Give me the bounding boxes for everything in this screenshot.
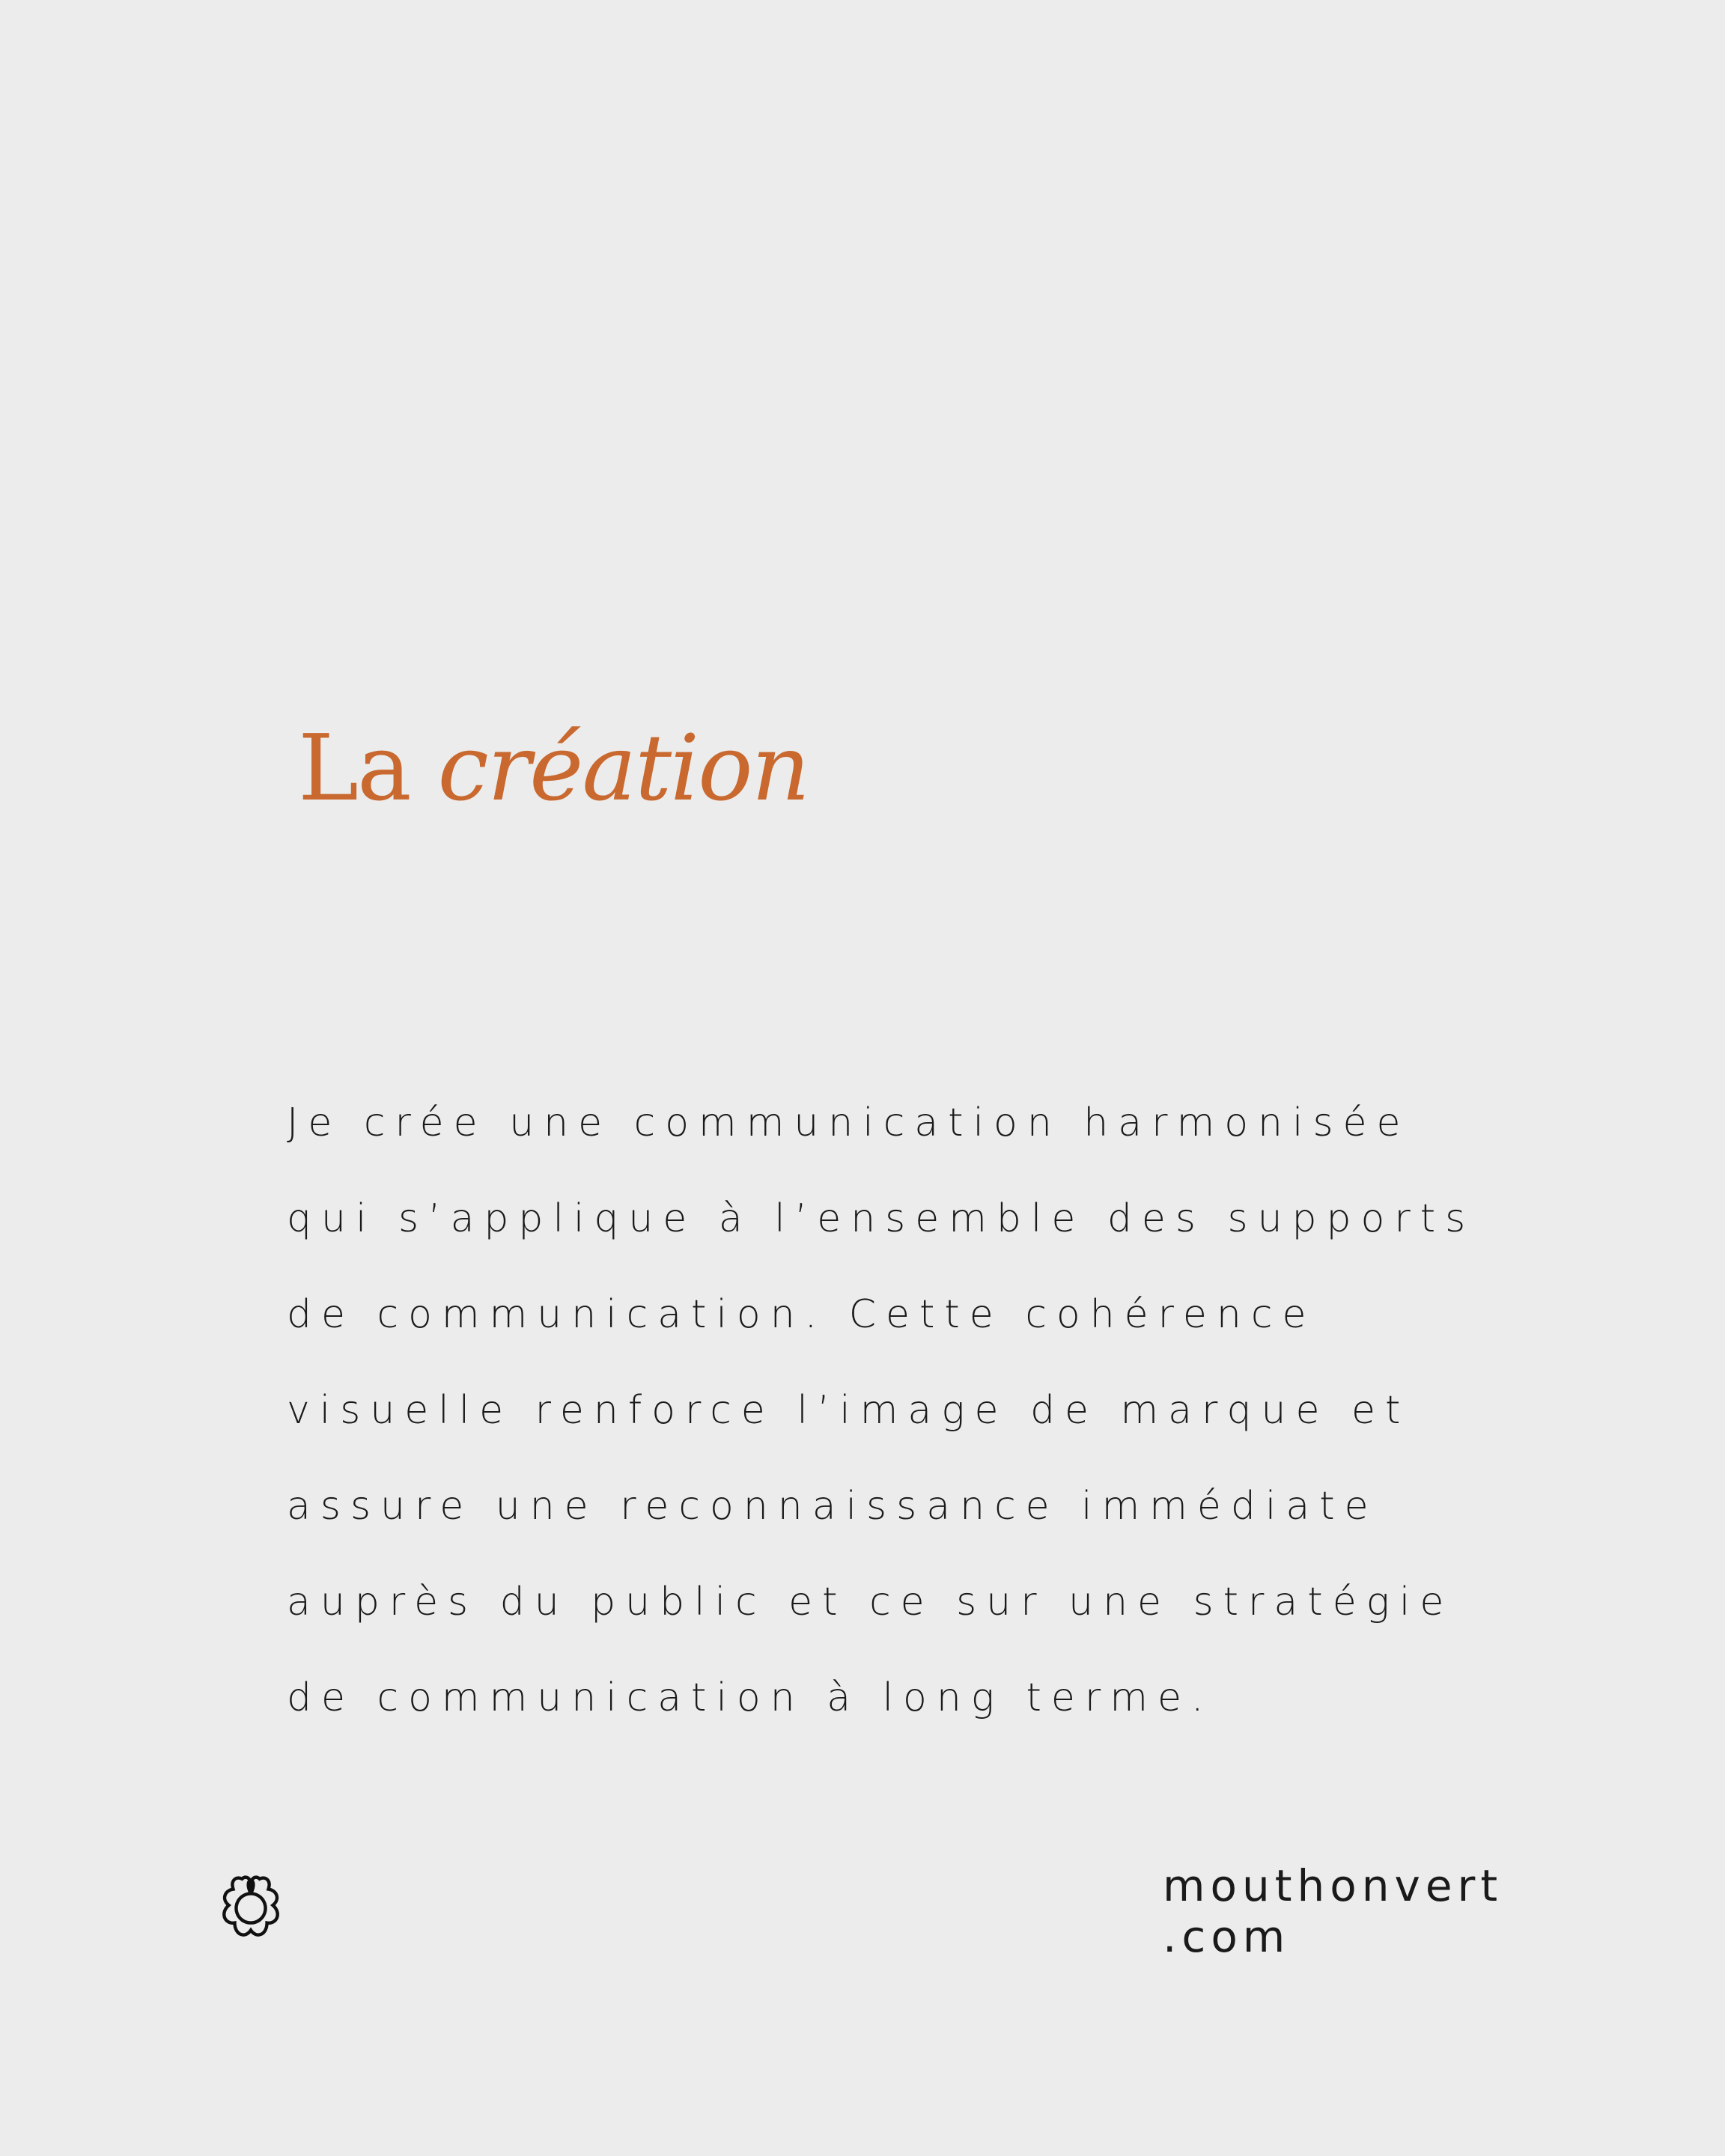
page-title bbox=[298, 715, 809, 821]
website-url bbox=[1163, 1860, 1503, 1962]
website-tld: .com bbox=[1163, 1911, 1291, 1962]
body-paragraph bbox=[287, 1089, 1475, 1760]
flower-icon bbox=[214, 1872, 288, 1945]
title-italic: création bbox=[437, 715, 809, 821]
title-regular: La bbox=[298, 715, 438, 821]
body-line: visuelle renforce l’image de marque et bbox=[287, 1388, 1411, 1433]
website-name: mouthonvert bbox=[1163, 1860, 1503, 1911]
body-line: de communication. Cette cohérence bbox=[287, 1292, 1316, 1337]
body-line: assure une reconnaissance immédiate bbox=[287, 1484, 1378, 1529]
body-line: Je crée une communication harmonisée bbox=[287, 1100, 1411, 1145]
body-line: de communication à long terme. bbox=[287, 1675, 1214, 1720]
body-line: auprès du public et ce sur une stratégie bbox=[287, 1580, 1454, 1624]
body-line: qui s’applique à l’ensemble des supports bbox=[287, 1196, 1476, 1241]
